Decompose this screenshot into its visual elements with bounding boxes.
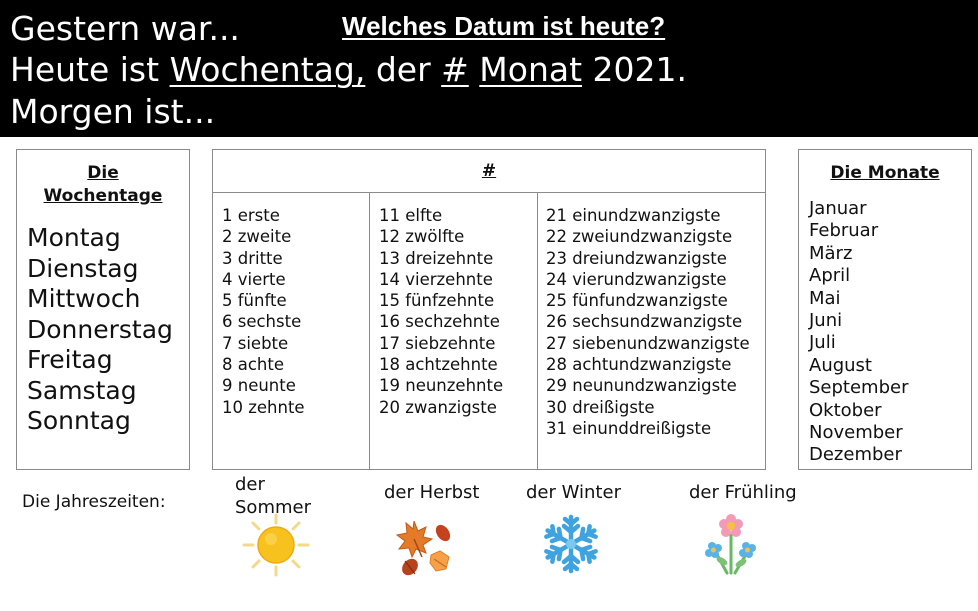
ordinal-item: 5 fünfte xyxy=(222,291,287,311)
weekday-placeholder: Wochentag, xyxy=(169,50,366,89)
season-autumn-label: der Herbst xyxy=(384,482,480,503)
weekdays-box xyxy=(16,149,190,470)
month-item: Dezember xyxy=(809,444,902,466)
ordinal-item: 31 einunddreißigste xyxy=(546,418,712,438)
weekday-item: Mittwoch xyxy=(27,284,141,313)
weekday-item: Freitag xyxy=(27,345,113,374)
header-banner xyxy=(0,0,978,137)
month-placeholder: Monat xyxy=(479,50,583,89)
ordinal-item: 13 dreizehnte xyxy=(379,248,494,268)
ordinal-item: 6 sechste xyxy=(222,312,302,332)
month-item: Juli xyxy=(809,332,836,354)
month-item: Mai xyxy=(809,287,841,309)
ordinal-item: 2 zweite xyxy=(222,227,292,247)
ordinal-item: 12 zwölfte xyxy=(379,227,465,247)
yesterday-line: Gestern war... xyxy=(10,9,240,48)
month-item: Januar xyxy=(809,198,867,219)
ordinals-table xyxy=(212,149,766,470)
snowflake-icon xyxy=(540,513,602,575)
ordinals-column-1 xyxy=(213,193,370,469)
ordinal-item: 15 fünfzehnte xyxy=(379,291,495,311)
number-placeholder: # xyxy=(441,50,469,89)
ordinal-item: 17 siebzehnte xyxy=(379,333,496,353)
months-box xyxy=(798,149,972,470)
weekday-item: Dienstag xyxy=(27,253,139,283)
month-item: Februar xyxy=(809,220,879,242)
today-line: Heute ist Wochentag, der # Monat 2021. xyxy=(10,50,687,89)
month-item: November xyxy=(809,422,903,444)
month-item: Oktober xyxy=(809,399,882,421)
ordinal-item: 8 achte xyxy=(222,355,285,375)
ordinal-item: 9 neunte xyxy=(222,376,296,396)
weekday-item: Samstag xyxy=(27,375,137,405)
month-item: Juni xyxy=(809,310,843,332)
ordinal-item: 27 siebenundzwanzigste xyxy=(546,333,750,353)
ordinals-header xyxy=(213,150,765,193)
ordinal-item: 28 achtundzwanzigste xyxy=(546,355,732,375)
ordinal-item: 29 neunundzwanzigste xyxy=(546,376,737,396)
ordinal-item: 20 zwanzigste xyxy=(379,397,497,417)
ordinal-item: 1 erste xyxy=(222,206,280,225)
year-text: 2021. xyxy=(582,50,687,89)
season-spring-label: der Frühling xyxy=(689,482,797,503)
ordinals-column-2 xyxy=(370,193,538,469)
ordinal-item: 18 achtzehnte xyxy=(379,355,498,375)
season-winter-label: der Winter xyxy=(526,482,621,503)
ordinals-title: # xyxy=(481,161,497,181)
question-title: Welches Datum ist heute? xyxy=(342,11,666,41)
ordinal-item: 4 vierte xyxy=(222,269,286,289)
ordinal-item: 21 einundzwanzigste xyxy=(546,206,721,225)
month-list xyxy=(809,198,909,467)
ordinal-item: 22 zweiundzwanzigste xyxy=(546,227,733,247)
weekday-item: Montag xyxy=(27,223,121,252)
ordinal-item: 19 neunzehnte xyxy=(379,376,504,396)
tomorrow-line: Morgen ist... xyxy=(10,92,216,131)
ordinal-item: 10 zehnte xyxy=(222,397,305,417)
ordinal-item: 11 elfte xyxy=(379,206,443,225)
month-item: September xyxy=(809,377,909,399)
weekdays-title: Die Wochentage xyxy=(43,163,163,206)
months-title: Die Monate xyxy=(830,163,940,183)
weekday-item: Donnerstag xyxy=(27,314,173,344)
ordinal-item: 3 dritte xyxy=(222,248,283,268)
weekday-list xyxy=(27,223,173,437)
flowers-icon xyxy=(702,513,760,575)
ordinal-item: 7 siebte xyxy=(222,333,289,353)
month-item: April xyxy=(809,265,851,287)
ordinal-item: 26 sechsundzwanzigste xyxy=(546,312,743,332)
weekday-item: Sonntag xyxy=(27,406,131,435)
seasons-label: Die Jahreszeiten: xyxy=(22,492,166,512)
ordinal-item: 25 fünfundzwanzigste xyxy=(546,291,728,311)
ordinal-item: 16 sechzehnte xyxy=(379,312,500,332)
ordinal-item: 23 dreiundzwanzigste xyxy=(546,248,727,268)
ordinal-item: 30 dreißigste xyxy=(546,397,655,417)
autumn-leaves-icon xyxy=(394,517,458,579)
ordinal-item: 24 vierundzwanzigste xyxy=(546,269,727,289)
month-item: August xyxy=(809,354,872,376)
month-item: März xyxy=(809,242,853,264)
season-summer-label: der Sommer xyxy=(235,474,311,518)
ordinal-item: 14 vierzehnte xyxy=(379,269,493,289)
sun-icon xyxy=(240,513,312,577)
ordinals-column-3 xyxy=(538,193,765,469)
